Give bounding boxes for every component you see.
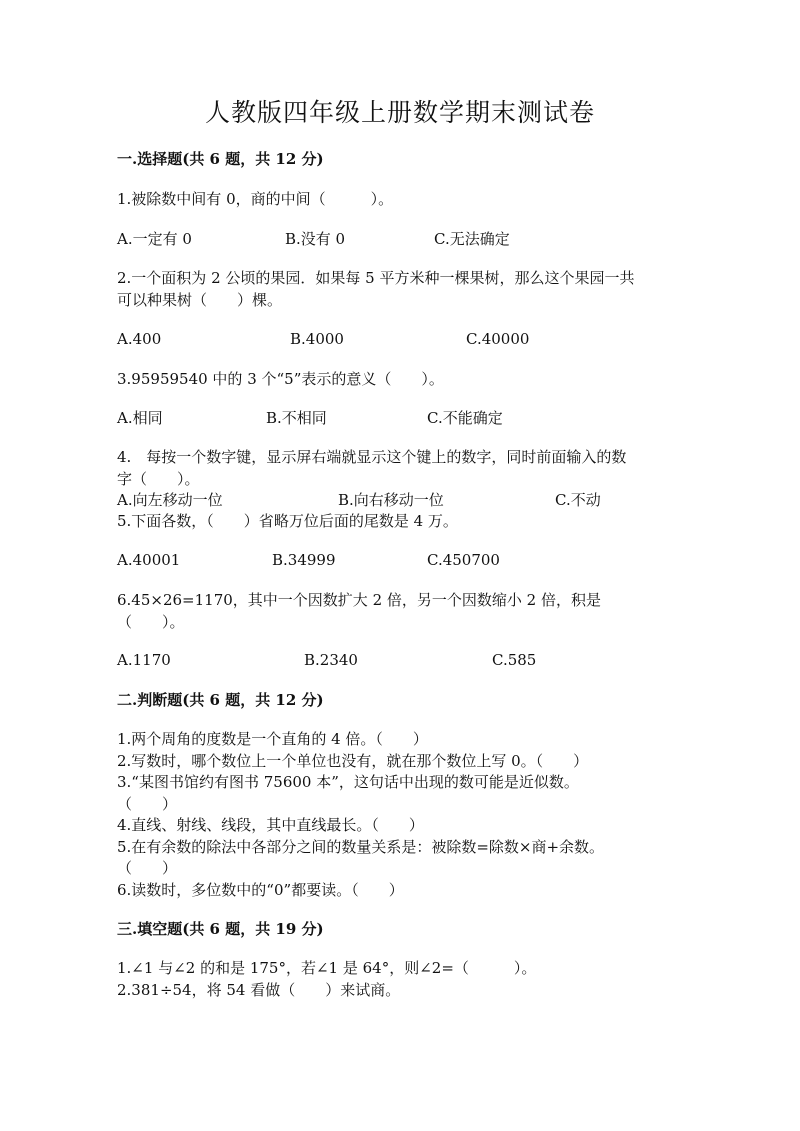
statement-line: 2.写数时，哪个数位上一个单位也没有，就在那个数位上写 0。（ ）	[117, 752, 589, 770]
option-b: B.向右移动一位	[338, 491, 444, 509]
option-b: B.没有 0	[285, 230, 346, 248]
statement-line: （ ）	[117, 859, 178, 877]
section-heading-choice: 一.选择题(共 6 题，共 12 分)	[117, 150, 324, 168]
question-4-line-2: 字（ ）。	[117, 470, 200, 488]
question-6-line-2: （ ）。	[117, 613, 185, 631]
option-c: C.40000	[466, 330, 530, 348]
option-a: A.相同	[117, 409, 163, 427]
question-2-line-1: 2.一个面积为 2 公顷的果园．如果每 5 平方米种一棵果树，那么这个果园一共	[117, 269, 635, 287]
statement-line: （ ）	[117, 795, 178, 813]
option-a: A.向左移动一位	[117, 491, 223, 509]
fill-blank-line: 2.381÷54，将 54 看做（ ）来试商。	[117, 981, 401, 999]
question-4-line-1: 4. 每按一个数字键，显示屏右端就显示这个键上的数字，同时前面输入的数	[117, 448, 627, 466]
option-a: A.400	[117, 330, 162, 348]
statement-line: 6.读数时，多位数中的“0”都要读。（ ）	[117, 881, 404, 899]
fill-blank-line: 1.∠1 与∠2 的和是 175°，若∠1 是 64°，则∠2=（ ）。	[117, 959, 537, 977]
option-b: B.2340	[304, 651, 358, 669]
section-heading-true-false: 二.判断题(共 6 题，共 12 分)	[117, 691, 324, 709]
page-title: 人教版四年级上册数学期末测试卷	[204, 98, 595, 127]
statement-line: 4.直线、射线、线段，其中直线最长。（ ）	[117, 816, 424, 834]
option-c: C.不能确定	[427, 409, 503, 427]
option-b: B.34999	[272, 551, 336, 569]
statement-line: 1.两个周角的度数是一个直角的 4 倍。（ ）	[117, 730, 428, 748]
option-c: C.无法确定	[434, 230, 510, 248]
question-2-line-2: 可以种果树（ ）棵。	[117, 291, 283, 309]
option-c: C.不动	[555, 491, 601, 509]
option-c: C.585	[492, 651, 537, 669]
question-6-line-1: 6.45×26=1170，其中一个因数扩大 2 倍，另一个因数缩小 2 倍，积是	[117, 591, 601, 609]
statement-line: 3.“某图书馆约有图书 75600 本”，这句话中出现的数可能是近似数。	[117, 773, 579, 791]
statement-line: 5.在有余数的除法中各部分之间的数量关系是：被除数=除数×商+余数。	[117, 838, 605, 856]
option-a: A.一定有 0	[117, 230, 192, 248]
question-1: 1.被除数中间有 0，商的中间（ ）。	[117, 190, 394, 208]
question-3: 3.95959540 中的 3 个“5”表示的意义（ ）。	[117, 370, 444, 388]
option-b: B.不相同	[266, 409, 327, 427]
option-c: C.450700	[427, 551, 500, 569]
option-a: A.40001	[117, 551, 181, 569]
option-b: B.4000	[290, 330, 344, 348]
option-a: A.1170	[117, 651, 171, 669]
section-heading-fill-blank: 三.填空题(共 6 题，共 19 分)	[117, 920, 324, 938]
question-5: 5.下面各数，（ ）省略万位后面的尾数是 4 万。	[117, 512, 458, 530]
